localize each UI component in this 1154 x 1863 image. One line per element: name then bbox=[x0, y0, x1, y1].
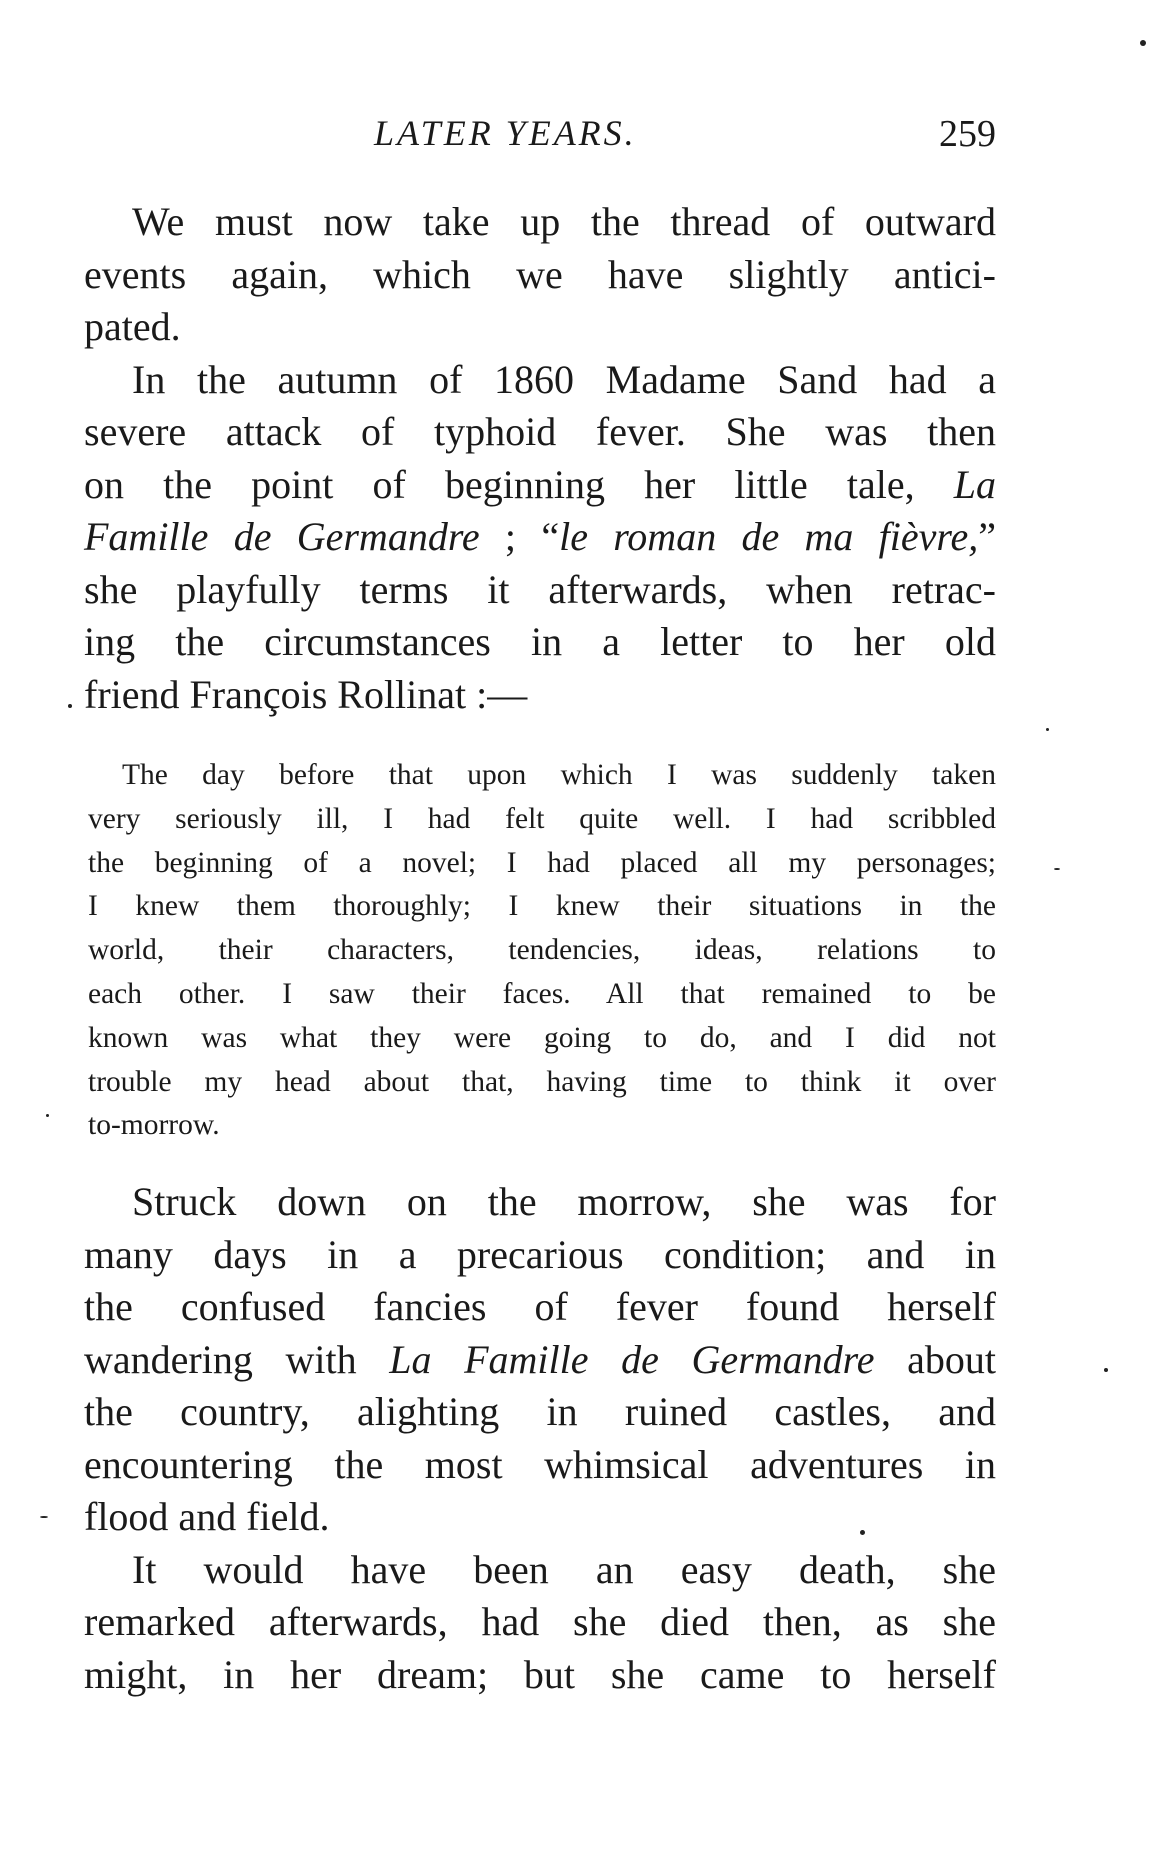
text-line: severe attack of typhoid fever. She was then bbox=[84, 409, 996, 454]
text-run: ; “ bbox=[479, 514, 560, 559]
quote-line: I knew them thoroughly; I knew their situations in the bbox=[88, 890, 996, 923]
quote-line: known was what they were going to do, and I did not bbox=[88, 1021, 996, 1054]
text-line: friend François Rollinat :— bbox=[84, 671, 528, 717]
quote-line: world, their characters, tendencies, ideas, relations to bbox=[88, 934, 996, 967]
scan-speck bbox=[860, 1530, 865, 1535]
paragraph-1 bbox=[84, 196, 996, 354]
text-line: In the autumn of 1860 Madame Sand had a bbox=[132, 356, 996, 402]
text-line: the confused fancies of fever found herself bbox=[84, 1284, 996, 1329]
scan-speck bbox=[1046, 728, 1049, 731]
quote-line: each other. I saw their faces. All that remained to be bbox=[88, 977, 996, 1010]
text-run: on the point of beginning her little tale, bbox=[84, 461, 954, 507]
text-run: ” bbox=[978, 514, 996, 559]
quote-line: the beginning of a novel; I had placed all my personages; bbox=[88, 846, 996, 879]
text-line: she playfully terms it afterwards, when retrac- bbox=[84, 566, 996, 612]
text-line: encountering the most whimsical adventures in bbox=[84, 1441, 996, 1487]
text-line: might, in her dream; but she came to herself bbox=[84, 1651, 996, 1697]
block-quote bbox=[88, 754, 996, 1148]
quote-line: to-morrow. bbox=[88, 1109, 220, 1142]
text-line: many days in a precarious condition; and in bbox=[84, 1231, 996, 1277]
scan-speck bbox=[46, 1114, 49, 1117]
text-line: events again, which we have slightly antici- bbox=[84, 251, 996, 297]
text-line: We must now take up the thread of outward bbox=[132, 199, 996, 244]
running-head: LATER YEARS. bbox=[374, 113, 637, 153]
scan-speck bbox=[40, 1516, 48, 1518]
text-run: wandering with bbox=[84, 1336, 390, 1382]
scan-speck bbox=[1054, 868, 1060, 870]
scan-speck bbox=[68, 704, 72, 708]
italic-title: La bbox=[953, 461, 996, 507]
text-line: Struck down on the morrow, she was for bbox=[132, 1179, 996, 1224]
paragraph-2 bbox=[84, 354, 996, 722]
page-number: 259 bbox=[939, 113, 996, 155]
quote-line: very seriously ill, I had felt quite well. I had scribbled bbox=[88, 802, 996, 835]
text-line: the country, alighting in ruined castles, and bbox=[84, 1389, 996, 1434]
italic-title: La Famille de Germandre bbox=[389, 1336, 875, 1382]
text-line bbox=[84, 511, 996, 564]
page-header bbox=[84, 112, 996, 162]
scan-speck bbox=[1104, 1368, 1108, 1372]
text-block-bottom bbox=[84, 1176, 996, 1701]
quote-line: trouble my head about that, having time to think it over bbox=[88, 1065, 996, 1098]
italic-title: Famille de Germandre bbox=[84, 514, 480, 559]
paragraph-3 bbox=[84, 1176, 996, 1544]
text-line: pated. bbox=[84, 304, 181, 349]
text-line: flood and field. bbox=[84, 1494, 330, 1539]
text-line: ing the circumstances in a letter to her old bbox=[84, 619, 996, 664]
text-line bbox=[84, 1334, 996, 1387]
paragraph-4 bbox=[84, 1544, 996, 1702]
text-block-top bbox=[84, 196, 996, 721]
text-line: remarked afterwards, had she died then, as she bbox=[84, 1599, 996, 1644]
scan-speck bbox=[1140, 40, 1146, 46]
text-line: It would have been an easy death, she bbox=[132, 1546, 996, 1592]
text-run: about bbox=[874, 1336, 996, 1382]
quote-line: The day before that upon which I was suddenly taken bbox=[122, 759, 996, 791]
text-line bbox=[84, 459, 996, 512]
italic-quote: le roman de ma fièvre, bbox=[559, 514, 979, 559]
